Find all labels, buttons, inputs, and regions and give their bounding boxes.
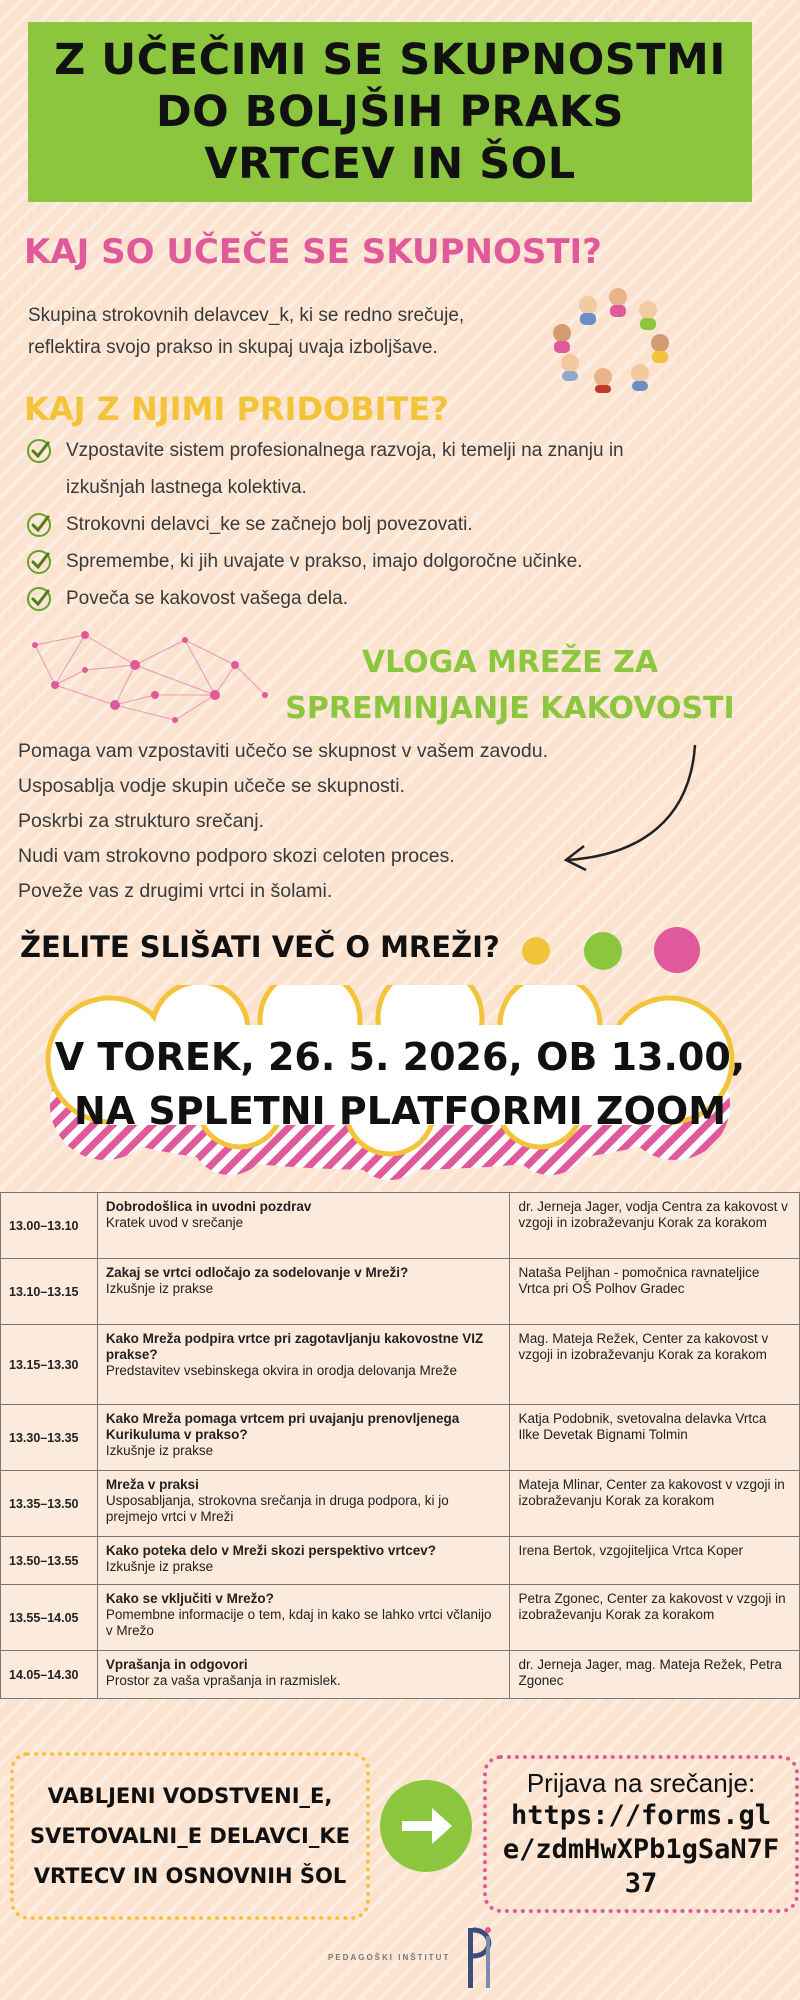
benefit-text: Strokovni delavci_ke se začnejo bolj povezovati. — [66, 514, 473, 535]
speaker-cell: Irena Bertok, vzgojiteljica Vrtca Koper — [510, 1537, 800, 1585]
page-title: Z UČEČIMI SE SKUPNOSTMI DO BOLJŠIH PRAKS VRTCEV IN ŠOL — [54, 35, 726, 189]
speaker-cell: dr. Jerneja Jager, mag. Mateja Režek, Petra Zgonec — [510, 1651, 800, 1699]
definition-line-2: reflektira svojo prakso in skupaj uvaja izboljšave. — [28, 337, 438, 358]
speaker-cell: Petra Zgonec, Center za kakovost v vzgoji in izobraževanju Korak za korakom — [510, 1585, 800, 1651]
event-date-location: V TOREK, 26. 5. 2026, OB 13.00, NA SPLETNI PLATFORMI ZOOM — [54, 1035, 746, 1133]
topic-cell — [97, 1585, 510, 1651]
registration-box — [483, 1755, 799, 1913]
benefit-item — [26, 580, 348, 617]
definition-line-1: Skupina strokovnih delavcev_k, ki se redno srečuje, — [28, 305, 465, 326]
registration-link[interactable]: https://forms.gle/zdmHwXPb1gSaN7F37 — [502, 1799, 780, 1899]
topic-title: Dobrodošlica in uvodni pozdrav — [105, 1199, 312, 1214]
table-row — [1, 1651, 800, 1699]
arrow-right-button[interactable] — [380, 1780, 472, 1872]
time-cell: 13.15–13.30 — [1, 1325, 98, 1405]
table-row — [1, 1193, 800, 1259]
benefit-item — [26, 506, 473, 543]
speaker-cell: Mateja Mlinar, Center za kakovost v vzgoji in izobraževanju Korak za korakom — [510, 1471, 800, 1537]
definition-text — [28, 300, 464, 364]
time-cell: 13.00–13.10 — [1, 1193, 98, 1259]
topic-title: Mreža v praksi — [105, 1477, 199, 1492]
curved-arrow-icon — [560, 740, 700, 875]
role-item: Poveže vas z drugimi vrtci in šolami. — [18, 880, 333, 902]
registration-label: Prijava na srečanje: — [526, 1767, 756, 1798]
topic-title: Kako Mreža podpira vrtce pri zagotavljanju kakovostne VIZ prakse? — [105, 1331, 484, 1362]
benefit-text: Vzpostavite sistem profesionalnega razvoja, ki temelji na znanju in izkušnjah lastnega kolektiva. — [66, 440, 624, 498]
institute-name: PEDAGOŠKI INŠTITUT — [328, 1953, 451, 1962]
table-row — [1, 1471, 800, 1537]
title-banner — [28, 22, 752, 202]
role-item: Poskrbi za strukturo srečanj. — [18, 810, 265, 832]
topic-title: Kako Mreža pomaga vrtcem pri uvajanju prenovljenega Kurikuluma v prakso? — [105, 1411, 460, 1442]
topic-subtitle: Pomembne informacije o tem, kdaj in kako se lahko vrtci včlanijo v Mrežo — [105, 1607, 492, 1638]
time-cell: 13.35–13.50 — [1, 1471, 98, 1537]
speaker-cell: Nataša Peljhan - pomočnica ravnateljice Vrtca pri OŠ Polhov Gradec — [510, 1259, 800, 1325]
network-graph-illustration — [25, 625, 275, 730]
heading-line-2: SPREMINJANJE KAKOVOSTI — [285, 691, 735, 726]
yellow-dot — [522, 937, 550, 965]
network-icon — [35, 635, 265, 720]
topic-title: Kako se vključiti v Mrežo? — [105, 1591, 274, 1606]
invitation-box: VABLJENI VODSTVENI_E, SVETOVALNI_E DELAVCI_KE VRTECV IN OSNOVNIH ŠOL — [10, 1752, 370, 1920]
section-heading-what-are: KAJ SO UČEČE SE SKUPNOSTI? — [24, 232, 602, 272]
checkmark-icon — [26, 438, 52, 464]
table-row — [1, 1325, 800, 1405]
time-cell: 14.05–14.30 — [1, 1651, 98, 1699]
benefit-text: Poveča se kakovost vašega dela. — [66, 588, 349, 609]
table-row — [1, 1585, 800, 1651]
topic-cell — [97, 1259, 510, 1325]
topic-cell — [97, 1537, 510, 1585]
time-cell: 13.10–13.15 — [1, 1259, 98, 1325]
arrow-right-icon — [380, 1780, 472, 1872]
topic-title: Zakaj se vrtci odločajo za sodelovanje v Mreži? — [105, 1265, 409, 1280]
section-heading-network-role — [250, 640, 770, 732]
speaker-cell: dr. Jerneja Jager, vodja Centra za kakovost v vzgoji in izobraževanju Korak za korakom — [510, 1193, 800, 1259]
benefit-item — [26, 432, 706, 506]
topic-subtitle: Kratek uvod v srečanje — [105, 1215, 244, 1230]
topic-subtitle: Predstavitev vsebinskega okvira in orodja delovanja Mreže — [105, 1363, 458, 1378]
role-item: Pomaga vam vzpostaviti učečo se skupnost v vašem zavodu. — [18, 740, 549, 762]
table-row — [1, 1259, 800, 1325]
checkmark-icon — [26, 549, 52, 575]
pink-dot — [654, 927, 700, 973]
topic-title: Kako poteka delo v Mreži skozi perspektivo vrtcev? — [105, 1543, 436, 1558]
role-item: Nudi vam strokovno podporo skozi celoten proces. — [18, 845, 455, 867]
benefit-item — [26, 543, 582, 580]
topic-cell — [97, 1325, 510, 1405]
topic-subtitle: Usposabljanja, strokovna srečanja in druga podpora, ki jo prejmejo vrtci v Mreži — [105, 1493, 449, 1524]
section-heading-benefits: KAJ Z NJIMI PRIDOBITE? — [24, 390, 449, 428]
speaker-cell: Mag. Mateja Režek, Center za kakovost v vzgoji in izobraževanju Korak za korakom — [510, 1325, 800, 1405]
institute-logo-icon — [462, 1922, 504, 1992]
heading-line-1: VLOGA MREŽE ZA — [361, 645, 659, 680]
green-dot — [584, 932, 622, 970]
speaker-cell: Katja Podobnik, svetovalna delavka Vrtca Ilke Devetak Bignami Tolmin — [510, 1405, 800, 1471]
benefit-text: Spremembe, ki jih uvajate v prakso, imajo dolgoročne učinke. — [66, 551, 583, 572]
topic-subtitle: Izkušnje iz prakse — [105, 1443, 214, 1458]
topic-cell — [97, 1651, 510, 1699]
topic-title: Vprašanja in odgovori — [105, 1657, 248, 1672]
question-heading: ŽELITE SLIŠATI VEČ O MREŽI? — [20, 930, 500, 964]
topic-subtitle: Izkušnje iz prakse — [105, 1559, 214, 1574]
time-cell: 13.55–14.05 — [1, 1585, 98, 1651]
program-table — [0, 1192, 800, 1699]
checkmark-icon — [26, 586, 52, 612]
people-circle-icon — [553, 288, 669, 393]
topic-cell — [97, 1193, 510, 1259]
topic-cell — [97, 1471, 510, 1537]
checkmark-icon — [26, 512, 52, 538]
table-row — [1, 1405, 800, 1471]
people-circle-illustration — [548, 285, 678, 395]
time-cell: 13.30–13.35 — [1, 1405, 98, 1471]
topic-cell — [97, 1405, 510, 1471]
role-item: Usposablja vodje skupin učeče se skupnosti. — [18, 775, 405, 797]
topic-subtitle: Prostor za vaša vprašanja in razmislek. — [105, 1673, 341, 1688]
table-row — [1, 1537, 800, 1585]
time-cell: 13.50–13.55 — [1, 1537, 98, 1585]
topic-subtitle: Izkušnje iz prakse — [105, 1281, 214, 1296]
